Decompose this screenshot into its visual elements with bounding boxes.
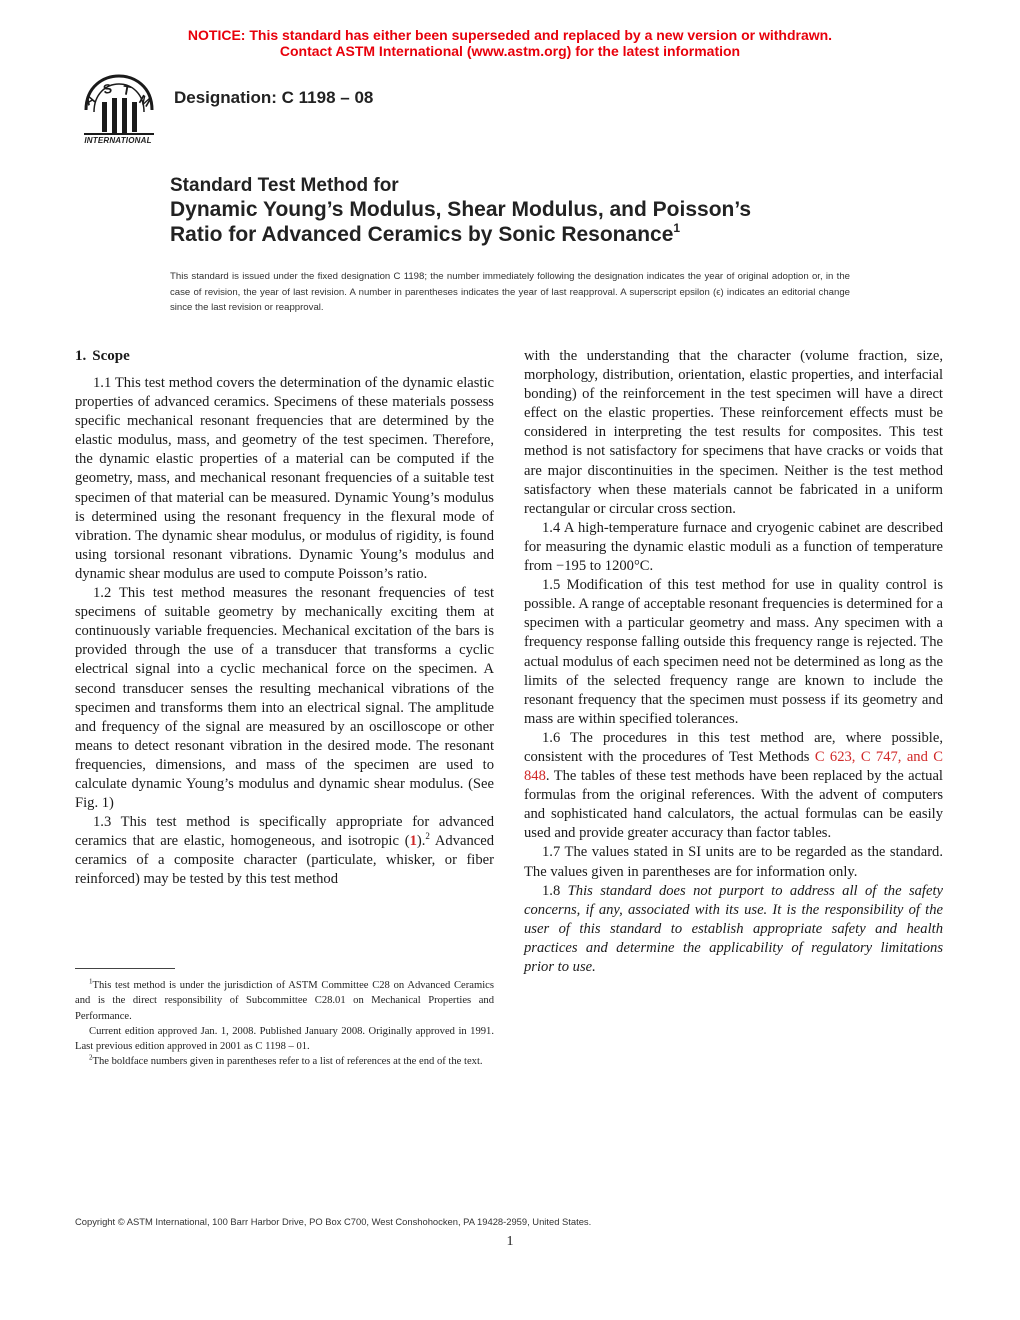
page-number: 1 (506, 1234, 514, 1249)
footnotes (75, 978, 494, 1070)
paragraph-1-8 (524, 882, 943, 977)
copyright-line: Copyright © ASTM International, 100 Barr Harbor Drive, PO Box C700, West Conshohocken, PA 19428-2959, United States. (75, 1216, 592, 1227)
left-column (75, 347, 494, 890)
notice-line-2: Contact ASTM International (www.astm.org) for the latest information (279, 43, 741, 59)
notice-line-1: NOTICE: This standard has either been superseded and replaced by a new version or withdrawn. (187, 27, 833, 43)
title-footnote-mark: 1 (673, 221, 681, 235)
paragraph-1-3-text-c: Advanced ceramics of a composite character (particulate, whisker, or fiber reinforced) may be tested by this test method (75, 833, 494, 888)
document-title (170, 175, 870, 247)
footnote-1-text: This test method is under the jurisdiction of ASTM Committee C28 on Advanced Ceramics and is the direct responsibility of Subcommittee C28.01 on Mechanical Properties and Performance. (75, 980, 494, 1022)
footnote-1 (75, 978, 494, 1024)
paragraph-1-7: 1.7 The values stated in SI units are to be regarded as the standard. The values given in parentheses are for information only. (524, 844, 943, 880)
section-number: 1. (75, 348, 87, 364)
paragraph-1-8-number: 1.8 (542, 882, 568, 899)
paragraph-1-3-text-a: 1.3 This test method is specifically appropriate for advanced ceramics that are elastic, homogeneous, and isotropic ( (75, 814, 494, 850)
issued-note: This standard is issued under the fixed designation C 1198; the number immediately following the designation indicates the year of original adoption or, in the case of revision, the year of last revision. A number in parentheses indicates the year of last reapproval. A superscript epsilon (ϵ) indicates an editorial change since the last revision or reapproval. (170, 271, 850, 313)
withdrawal-notice (0, 27, 1020, 59)
title-line-3-text: Ratio for Advanced Ceramics by Sonic Resonance (170, 223, 674, 246)
title-line-3 (170, 222, 870, 247)
footnote-2-mark: 2 (89, 1053, 93, 1062)
paragraph-1-3 (75, 813, 494, 889)
paragraph-1-6-text-a: 1.6 The procedures in this test method are, where possible, consistent with the procedures of Test Methods (524, 729, 943, 765)
section-title: Scope (92, 348, 130, 364)
designation: Designation: C 1198 – 08 (174, 88, 374, 107)
title-line-1: Standard Test Method for (170, 175, 399, 196)
svg-text:M: M (136, 91, 154, 111)
reference-link-1[interactable]: 1 (409, 833, 417, 850)
test-methods-links[interactable]: C 623, C 747, and C 848 (524, 748, 943, 785)
paragraph-1-4: 1.4 A high-temperature furnace and cryogenic cabinet are described for measuring the dynamic elastic moduli as a function of temperature from −195 to 1200°C. (524, 519, 943, 575)
paragraph-1-1: 1.1 This test method covers the determination of the dynamic elastic properties of advanced ceramics. Specimens of these materials possess specific mechanical resonant frequencies that are determined by the elastic modulus, mass, and geometry of the test specimen. Therefore, the dynamic elastic properties of a material can be computed if the geometry, mass, and mechanical resonant frequencies of a suitable test specimen of that material can be measured. Dynamic Young’s modulus is determined using the resonant frequency in the flexural mode of vibration. The dynamic shear modulus, or modulus of rigidity, is found using torsional resonant vibrations. Dynamic Young’s modulus and dynamic shear modulus are used to compute Poisson’s ratio. (75, 375, 494, 582)
svg-text:S: S (101, 80, 114, 97)
footnote-2-text: The boldface numbers given in parentheses refer to a list of references at the end of the text. (92, 1056, 483, 1068)
footnote-1-edition: Current edition approved Jan. 1, 2008. Published January 2008. Originally approved in 1991. Last previous edition approved in 2001 as C 1198 – 01. (75, 1025, 494, 1053)
svg-text:T: T (121, 82, 132, 99)
logo-caption: INTERNATIONAL (84, 136, 152, 145)
right-column (524, 347, 943, 977)
section-heading (75, 347, 494, 366)
paragraph-1-3-continued: with the understanding that the character (volume fraction, size, morphology, distribution, orientation, elastic properties, and interfacial bonding) of the reinforcement in the test specimen will have a direct effect on the elastic properties. These reinforcement effects must be considered in interpreting the test results for composites. This test method is not satisfactory for specimens that have cracks or voids that are major discontinuities in the specimen. Neither is the test method satisfactory when these materials cannot be fabricated in a uniform rectangular or circular cross section. (524, 348, 943, 517)
paragraph-1-2: 1.2 This test method measures the resonant frequencies of test specimens of suitable geometry by mechanically exciting them at continuously variable frequencies. Mechanical excitation of the bars is provided through the use of a transducer that transforms a cyclic electrical signal into a cyclic mechanical force on the specimen. A second transducer senses the resulting mechanical vibrations of the specimen and transforms them into an electrical signal. The amplitude and frequency of the signal are measured by an oscilloscope or other means to detect resonant vibration in the desired mode. The resonant frequencies, dimensions, and mass of the specimen are used to calculate dynamic Young’s modulus and dynamic shear modulus. (See Fig. 1) (75, 585, 494, 812)
paragraph-1-5: 1.5 Modification of this test method for use in quality control is possible. A range of acceptable resonant frequencies is determined for a specimen with a particular geometry and mass. Any specimen with a frequency response falling outside this frequency range is rejected. The actual modulus of each specimen need not be determined as long as the limits of the selected frequency range are known to include the resonant frequency that the specimen must possess if its geometry and mass are within specified tolerances. (524, 577, 943, 727)
paragraph-1-3-text-b: ). (416, 833, 426, 850)
footnote-mark-2: 2 (425, 831, 430, 842)
paragraph-1-6 (524, 729, 943, 844)
svg-text:A: A (82, 90, 98, 109)
paragraph-1-6-text-b: . The tables of these test methods have been replaced by the actual formulas from the original references. With the advent of computers and sophisticated hand calculators, the actual formulas can be easily used and provide greater accuracy than factor tables. (524, 768, 943, 842)
title-line-2: Dynamic Young’s Modulus, Shear Modulus, and Poisson’s (170, 198, 752, 221)
paragraph-1-8-text: This standard does not purport to address all of the safety concerns, if any, associated with its use. It is the responsibility of the user of this standard to establish appropriate safety and health practices and determine the applicability of regulatory limitations prior to use. (524, 882, 943, 975)
footnote-divider (75, 968, 175, 969)
footnote-1-mark: 1 (89, 977, 93, 986)
footnote-2 (75, 1054, 494, 1069)
